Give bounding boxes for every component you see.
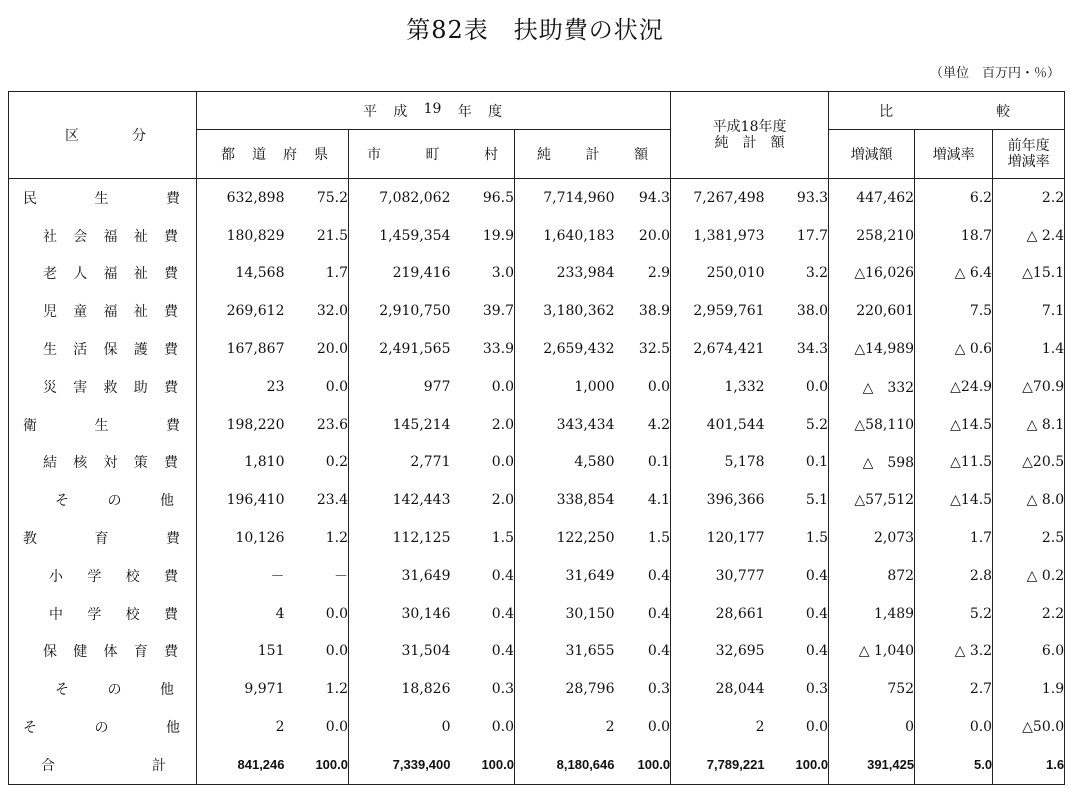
header-h19: 平 成 19 年 度: [197, 92, 671, 130]
table-row: [9, 708, 1065, 746]
table-cell: 0.0: [285, 633, 349, 671]
table-cell: 0.0: [285, 708, 349, 746]
table-cell: 17.7: [765, 217, 829, 255]
table-cell: 180,829: [226, 227, 285, 244]
table-cell: 2,073: [829, 519, 915, 557]
table-cell: 632,898: [226, 189, 285, 206]
table-cell: 6.2: [915, 179, 993, 217]
unit-note: （単位 百万円・％）: [929, 66, 1060, 81]
total-cell: 8,180,646: [515, 746, 615, 784]
assistance-cost-table: [8, 91, 1065, 785]
table-cell: 258,210: [829, 217, 915, 255]
table-cell: 0.2: [285, 444, 349, 482]
table-cell: 447,462: [829, 179, 915, 217]
table-cell: 1.5: [451, 519, 515, 557]
table-cell: 0.0: [285, 368, 349, 406]
table-cell: 2.7: [915, 670, 993, 708]
total-cell: 7,789,221: [671, 746, 765, 784]
header-rate: 増減率: [915, 130, 993, 179]
table-cell: 2,491,565: [379, 341, 451, 358]
table-cell: 2.0: [451, 481, 515, 519]
table-cell: 0.0: [451, 368, 515, 406]
table-cell: 1.4: [993, 330, 1065, 368]
total-cell: 391,425: [829, 746, 915, 784]
table-cell: 30,146: [401, 605, 451, 622]
header-net: 純 計 額: [515, 130, 671, 179]
table-cell: 1.7: [915, 519, 993, 557]
table-row: [9, 519, 1065, 557]
total-cell: 7,339,400: [349, 746, 451, 784]
table-cell: 2.0: [451, 406, 515, 444]
table-cell: 2,659,432: [543, 341, 615, 358]
table-cell: 31,504: [401, 643, 451, 660]
row-label: 教 育 費: [9, 519, 197, 557]
table-cell: 145,214: [392, 416, 451, 433]
table-cell: 0.0: [451, 708, 515, 746]
table-cell: －: [285, 557, 349, 595]
table-cell: 6.0: [993, 633, 1065, 671]
table-cell: 4,580: [574, 454, 615, 471]
header-pref: 都 道 府 県: [197, 130, 349, 179]
table-cell: △ 598: [829, 444, 915, 482]
table-row: [9, 595, 1065, 633]
table-cell: △ 0.2: [993, 557, 1065, 595]
total-label: 合 計: [9, 746, 197, 784]
table-cell: 5.1: [765, 481, 829, 519]
table-cell: △ 6.4: [915, 255, 993, 293]
table-cell: 21.5: [285, 217, 349, 255]
table-cell: 7.5: [915, 292, 993, 330]
table-cell: 122,250: [556, 530, 615, 547]
table-cell: 20.0: [285, 330, 349, 368]
table-cell: 28,661: [715, 605, 765, 622]
table-cell: 5,178: [724, 454, 765, 471]
table-cell: 2,959,761: [693, 303, 765, 320]
table-row: [9, 633, 1065, 671]
table-cell: 14,568: [235, 265, 285, 282]
table-cell: 1.7: [285, 255, 349, 293]
table-cell: 28,044: [715, 681, 765, 698]
table-cell: 23: [266, 378, 285, 395]
table-cell: 0.1: [765, 444, 829, 482]
table-cell: 3.2: [765, 255, 829, 293]
table-title: 第82表 扶助費の状況: [406, 16, 664, 44]
table-cell: 0.1: [615, 444, 671, 482]
table-cell: 5.2: [915, 595, 993, 633]
table-cell: 1,810: [244, 454, 285, 471]
table-row: [9, 330, 1065, 368]
table-cell: 0.4: [451, 557, 515, 595]
table-cell: 10,126: [235, 530, 285, 547]
table-cell: △57,512: [829, 481, 915, 519]
table-row: [9, 368, 1065, 406]
table-cell: 120,177: [706, 530, 765, 547]
total-cell: 100.0: [765, 746, 829, 784]
table-cell: △20.5: [993, 444, 1065, 482]
row-label: そ の 他: [9, 670, 197, 708]
table-cell: 0.4: [615, 633, 671, 671]
total-row: [9, 746, 1065, 784]
table-body: [9, 179, 1065, 785]
table-cell: 343,434: [556, 416, 615, 433]
row-label: 衛 生 費: [9, 406, 197, 444]
table-cell: 1.5: [615, 519, 671, 557]
table-cell: 30,150: [565, 605, 615, 622]
table-cell: 1.2: [285, 519, 349, 557]
table-cell: 250,010: [706, 265, 765, 282]
table-cell: 32.0: [285, 292, 349, 330]
table-row: [9, 481, 1065, 519]
table-cell: 0.0: [285, 595, 349, 633]
header-h18-net: 平成18年度 純 計 額: [671, 92, 829, 179]
table-cell: △14.5: [915, 406, 993, 444]
table-cell: 0.0: [615, 708, 671, 746]
table-row: [9, 557, 1065, 595]
table-cell: 0.3: [615, 670, 671, 708]
table-cell: 0.3: [451, 670, 515, 708]
table-cell: 2,910,750: [379, 303, 451, 320]
row-label: 生 活 保 護 費: [9, 330, 197, 368]
table-cell: 75.2: [285, 179, 349, 217]
table-cell: 38.9: [615, 292, 671, 330]
table-cell: 4.1: [615, 481, 671, 519]
table-cell: 2,674,421: [693, 341, 765, 358]
row-label: 児 童 福 祉 費: [9, 292, 197, 330]
header-city: 市 町 村: [349, 130, 515, 179]
table-cell: △11.5: [915, 444, 993, 482]
table-cell: 7,714,960: [543, 189, 615, 206]
table-cell: 0.4: [615, 557, 671, 595]
row-label: 社 会 福 祉 費: [9, 217, 197, 255]
table-cell: △50.0: [993, 708, 1065, 746]
table-cell: 3,180,362: [543, 303, 615, 320]
table-cell: 220,601: [829, 292, 915, 330]
table-cell: 401,544: [706, 416, 765, 433]
table-cell: 0: [829, 708, 915, 746]
header-kubun: 区 分: [9, 92, 197, 179]
table-cell: 9,971: [244, 681, 285, 698]
table-cell: 94.3: [615, 179, 671, 217]
table-cell: 2: [275, 719, 285, 736]
row-label: 結 核 対 策 費: [9, 444, 197, 482]
table-cell: 977: [423, 378, 451, 395]
table-cell: 93.3: [765, 179, 829, 217]
table-row: [9, 670, 1065, 708]
table-cell: △15.1: [993, 255, 1065, 293]
table-cell: 7.1: [993, 292, 1065, 330]
table-cell: 233,984: [556, 265, 615, 282]
table-cell: 0.4: [765, 633, 829, 671]
table-cell: 18,826: [401, 681, 451, 698]
table-cell: 1,381,973: [693, 227, 765, 244]
table-cell: 1.9: [993, 670, 1065, 708]
table-cell: 19.9: [451, 217, 515, 255]
table-cell: 31,649: [401, 567, 451, 584]
table-cell: △14,989: [829, 330, 915, 368]
table-row: [9, 292, 1065, 330]
table-cell: 142,443: [392, 492, 451, 509]
table-cell: 20.0: [615, 217, 671, 255]
table-cell: 38.0: [765, 292, 829, 330]
table-cell: 18.7: [915, 217, 993, 255]
table-cell: 1,489: [829, 595, 915, 633]
table-cell: 96.5: [451, 179, 515, 217]
row-label: そ の 他: [9, 481, 197, 519]
table-cell: 28,796: [565, 681, 615, 698]
table-cell: 151: [257, 643, 285, 660]
table-cell: 23.6: [285, 406, 349, 444]
table-cell: △14.5: [915, 481, 993, 519]
table-cell: 33.9: [451, 330, 515, 368]
table-cell: 0: [441, 719, 451, 736]
row-label: 民 生 費: [9, 179, 197, 217]
row-label: 老 人 福 祉 費: [9, 255, 197, 293]
table-cell: 32.5: [615, 330, 671, 368]
table-cell: △ 3.2: [915, 633, 993, 671]
table-cell: 0.0: [915, 708, 993, 746]
table-cell: △ 2.4: [993, 217, 1065, 255]
row-label: 中 学 校 費: [9, 595, 197, 633]
row-label: 保 健 体 育 費: [9, 633, 197, 671]
table-cell: 2: [605, 719, 615, 736]
total-cell: 100.0: [285, 746, 349, 784]
table-cell: △ 0.6: [915, 330, 993, 368]
table-cell: 167,867: [226, 341, 285, 358]
total-cell: 5.0: [915, 746, 993, 784]
table-cell: －: [270, 568, 285, 585]
table-cell: △ 1,040: [829, 633, 915, 671]
table-cell: 198,220: [226, 416, 285, 433]
table-cell: △ 8.0: [993, 481, 1065, 519]
table-row: [9, 255, 1065, 293]
table-cell: △70.9: [993, 368, 1065, 406]
table-row: [9, 444, 1065, 482]
total-cell: 100.0: [451, 746, 515, 784]
table-cell: 2.5: [993, 519, 1065, 557]
table-cell: 0.4: [451, 595, 515, 633]
header-compare: 比 較: [829, 92, 1065, 130]
table-cell: 30,777: [715, 567, 765, 584]
table-cell: 0.4: [765, 595, 829, 633]
table-cell: 1,459,354: [379, 227, 451, 244]
table-cell: 39.7: [451, 292, 515, 330]
table-cell: 269,612: [226, 303, 285, 320]
table-cell: 34.3: [765, 330, 829, 368]
header-diff: 増減額: [829, 130, 915, 179]
table-cell: 2.9: [615, 255, 671, 293]
header-prev-rate: 前年度 増減率: [993, 130, 1065, 179]
table-cell: 872: [829, 557, 915, 595]
table-cell: 5.2: [765, 406, 829, 444]
table-cell: 2.2: [993, 179, 1065, 217]
table-cell: 2,771: [410, 454, 451, 471]
table-cell: 1,640,183: [543, 227, 615, 244]
table-cell: 23.4: [285, 481, 349, 519]
table-cell: 31,649: [565, 567, 615, 584]
table-cell: 0.4: [765, 557, 829, 595]
table-cell: 752: [829, 670, 915, 708]
table-cell: △16,026: [829, 255, 915, 293]
table-cell: 7,082,062: [379, 189, 451, 206]
total-cell: 1.6: [993, 746, 1065, 784]
table-cell: 4.2: [615, 406, 671, 444]
table-cell: 196,410: [226, 492, 285, 509]
table-cell: 32,695: [715, 643, 765, 660]
table-cell: 219,416: [392, 265, 451, 282]
row-label: 災 害 救 助 費: [9, 368, 197, 406]
table-cell: △58,110: [829, 406, 915, 444]
table-cell: △ 332: [829, 368, 915, 406]
table-cell: 31,655: [565, 643, 615, 660]
table-cell: 0.4: [615, 595, 671, 633]
table-cell: 1,332: [724, 378, 765, 395]
table-cell: 0.0: [615, 368, 671, 406]
table-row: [9, 217, 1065, 255]
row-label: 小 学 校 費: [9, 557, 197, 595]
table-cell: 0.0: [765, 708, 829, 746]
table-cell: 2.2: [993, 595, 1065, 633]
table-cell: 7,267,498: [693, 189, 765, 206]
table-cell: 0.0: [451, 444, 515, 482]
table-row: [9, 406, 1065, 444]
table-cell: 1.2: [285, 670, 349, 708]
table-cell: 0.4: [451, 633, 515, 671]
table-cell: 3.0: [451, 255, 515, 293]
table-cell: 1,000: [574, 378, 615, 395]
table-row: [9, 179, 1065, 217]
table-cell: 0.3: [765, 670, 829, 708]
total-cell: 100.0: [615, 746, 671, 784]
table-cell: 2.8: [915, 557, 993, 595]
table-cell: 4: [275, 605, 285, 622]
table-cell: 112,125: [392, 530, 451, 547]
table-cell: 396,366: [706, 492, 765, 509]
table-cell: 0.0: [765, 368, 829, 406]
table-cell: 2: [755, 719, 765, 736]
table-cell: △ 8.1: [993, 406, 1065, 444]
table-cell: 1.5: [765, 519, 829, 557]
table-cell: 338,854: [556, 492, 615, 509]
table-cell: △24.9: [915, 368, 993, 406]
total-cell: 841,246: [197, 746, 285, 784]
row-label: そ の 他: [9, 708, 197, 746]
